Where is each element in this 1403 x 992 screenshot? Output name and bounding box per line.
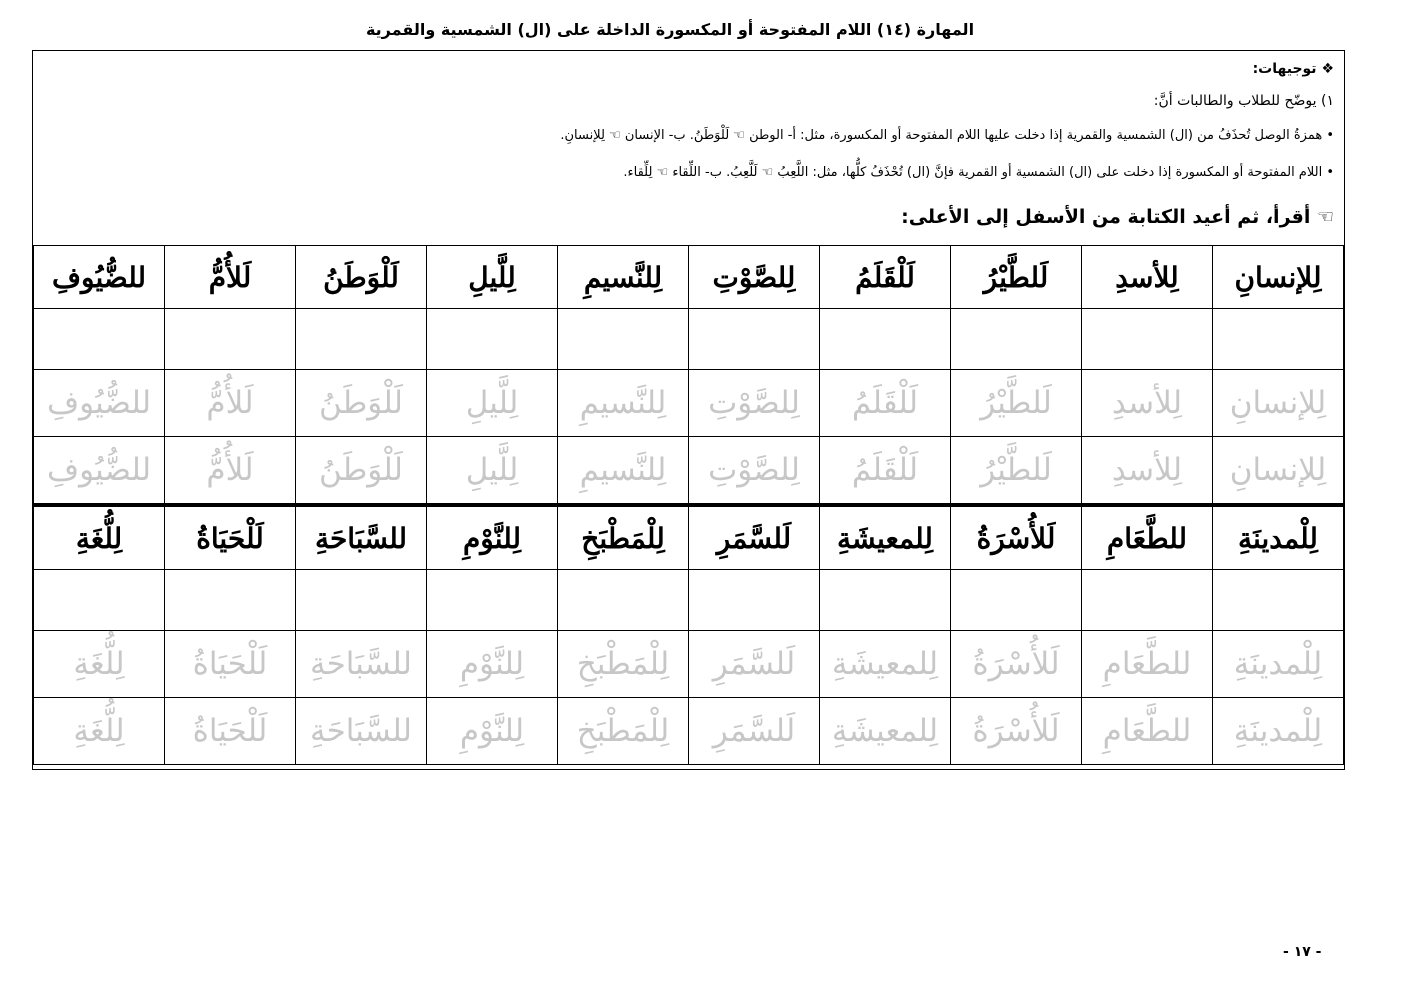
- trace-word-cell: للسَّبَاحَةِ: [296, 631, 427, 698]
- instructions-bullet-2: • اللام المفتوحة أو المكسورة إذا دخلت على (ال) الشمسية أو القمرية فإنَّ (ال) تُحْذَفُ كلُّها، مثل: اللَّعِبُ ☜ لَلَّعِبُ. ب- اللِّقاء ☜ لِلِّقاء.: [623, 165, 1334, 180]
- word-cell: لَلسَّمَرِ: [689, 505, 820, 570]
- trace-word-cell: لِلأسدِ: [1082, 370, 1213, 437]
- trace-word-cell: لَلسَّمَرِ: [689, 698, 820, 765]
- word-cell: لِلأسدِ: [1082, 246, 1213, 309]
- trace-word-cell: لَلْوَطَنُ: [296, 437, 427, 506]
- word-cell: لَلْحَيَاةُ: [165, 505, 296, 570]
- blank-writing-cell[interactable]: [427, 309, 558, 370]
- writing-table: [33, 245, 1344, 765]
- trace-word-cell: لِلنَّوْمِ: [427, 631, 558, 698]
- word-cell: لِلإنسانِ: [1213, 246, 1344, 309]
- trace-word-cell: لِلأسدِ: [1082, 437, 1213, 506]
- word-cell: لَلأُمُّ: [165, 246, 296, 309]
- table-row: [34, 309, 1344, 370]
- instructions-line: ١) يوضّح للطلاب والطالبات أنَّ:: [1153, 93, 1334, 109]
- trace-word-cell: لَلْوَطَنُ: [296, 370, 427, 437]
- blank-writing-cell[interactable]: [296, 309, 427, 370]
- blank-writing-cell[interactable]: [1213, 570, 1344, 631]
- word-cell: لِلنَّوْمِ: [427, 505, 558, 570]
- blank-writing-cell[interactable]: [689, 309, 820, 370]
- word-cell: لَلْوَطَنُ: [296, 246, 427, 309]
- blank-writing-cell[interactable]: [34, 570, 165, 631]
- worksheet-frame: [32, 50, 1345, 770]
- blank-writing-cell[interactable]: [1213, 309, 1344, 370]
- word-cell: للطَّعَامِ: [1082, 505, 1213, 570]
- blank-writing-cell[interactable]: [820, 309, 951, 370]
- blank-writing-cell[interactable]: [296, 570, 427, 631]
- word-cell: لِلمعيشَةِ: [820, 505, 951, 570]
- trace-word-cell: لَلأُسْرَةُ: [951, 698, 1082, 765]
- trace-word-cell: لَلْقَلَمُ: [820, 370, 951, 437]
- trace-word-cell: لَلأُمُّ: [165, 370, 296, 437]
- table-row: [34, 370, 1344, 437]
- trace-word-cell: للضُّيُوفِ: [34, 370, 165, 437]
- word-cell: لِلْمَطْبَخِ: [558, 505, 689, 570]
- trace-word-cell: لِلْمَطْبَخِ: [558, 631, 689, 698]
- trace-word-cell: لِلَّيلِ: [427, 370, 558, 437]
- trace-word-cell: لِلْمدينَةِ: [1213, 631, 1344, 698]
- trace-word-cell: لَلْحَيَاةُ: [165, 698, 296, 765]
- trace-word-cell: لَلسَّمَرِ: [689, 631, 820, 698]
- trace-word-cell: لَلْقَلَمُ: [820, 437, 951, 506]
- word-cell: لَلطَّيْرُ: [951, 246, 1082, 309]
- trace-word-cell: لِلمعيشَةِ: [820, 631, 951, 698]
- task-instruction: ☜ أقرأ، ثم أعيد الكتابة من الأسفل إلى الأعلى:: [901, 206, 1334, 228]
- instructions-bullet-1: • همزةُ الوصل تُحذَفُ من (ال) الشمسية والقمرية إذا دخلت عليها اللام المفتوحة أو المكسورة، مثل: أ- الوطن ☜ لَلْوَطَنُ. ب- الإنسان ☜ لِلإنسانِ.: [560, 128, 1334, 143]
- trace-word-cell: للسَّبَاحَةِ: [296, 698, 427, 765]
- trace-word-cell: لِلمعيشَةِ: [820, 698, 951, 765]
- table-row: [34, 698, 1344, 765]
- word-cell: لِلنَّسيمِ: [558, 246, 689, 309]
- instructions-heading: ❖ توجيهات:: [1252, 61, 1334, 77]
- blank-writing-cell[interactable]: [1082, 309, 1213, 370]
- trace-word-cell: لَلطَّيْرُ: [951, 437, 1082, 506]
- word-cell: لِلصَّوْتِ: [689, 246, 820, 309]
- word-cell: لِلَّيلِ: [427, 246, 558, 309]
- word-cell: لِلُّغَةِ: [34, 505, 165, 570]
- trace-word-cell: لِلإنسانِ: [1213, 370, 1344, 437]
- trace-word-cell: لِلنَّسيمِ: [558, 437, 689, 506]
- trace-word-cell: لَلْحَيَاةُ: [165, 631, 296, 698]
- trace-word-cell: لِلإنسانِ: [1213, 437, 1344, 506]
- blank-writing-cell[interactable]: [951, 570, 1082, 631]
- trace-word-cell: لَلأُمُّ: [165, 437, 296, 506]
- trace-word-cell: لِلُّغَةِ: [34, 631, 165, 698]
- blank-writing-cell[interactable]: [165, 570, 296, 631]
- instructions-section: [33, 51, 1344, 246]
- page-title: المهارة (١٤) اللام المفتوحة أو المكسورة الداخلة على (ال) الشمسية والقمرية: [365, 20, 975, 39]
- page-number: - ١٧ -: [1283, 944, 1322, 960]
- blank-writing-cell[interactable]: [820, 570, 951, 631]
- blank-writing-cell[interactable]: [165, 309, 296, 370]
- word-cell: لِلْمدينَةِ: [1213, 505, 1344, 570]
- blank-writing-cell[interactable]: [34, 309, 165, 370]
- trace-word-cell: للطَّعَامِ: [1082, 631, 1213, 698]
- trace-word-cell: لَلطَّيْرُ: [951, 370, 1082, 437]
- word-cell: لَلْقَلَمُ: [820, 246, 951, 309]
- blank-writing-cell[interactable]: [558, 570, 689, 631]
- table-row: [34, 570, 1344, 631]
- trace-word-cell: لِلْمدينَةِ: [1213, 698, 1344, 765]
- word-cell: للضُّيُوفِ: [34, 246, 165, 309]
- trace-word-cell: لِلْمَطْبَخِ: [558, 698, 689, 765]
- trace-word-cell: لِلصَّوْتِ: [689, 370, 820, 437]
- table-row: [34, 631, 1344, 698]
- blank-writing-cell[interactable]: [1082, 570, 1213, 631]
- trace-word-cell: للضُّيُوفِ: [34, 437, 165, 506]
- trace-word-cell: للطَّعَامِ: [1082, 698, 1213, 765]
- trace-word-cell: لِلصَّوْتِ: [689, 437, 820, 506]
- table-row: [34, 437, 1344, 506]
- table-row: [34, 246, 1344, 309]
- blank-writing-cell[interactable]: [427, 570, 558, 631]
- trace-word-cell: لَلأُسْرَةُ: [951, 631, 1082, 698]
- blank-writing-cell[interactable]: [689, 570, 820, 631]
- blank-writing-cell[interactable]: [951, 309, 1082, 370]
- trace-word-cell: لِلُّغَةِ: [34, 698, 165, 765]
- word-cell: لَلأُسْرَةُ: [951, 505, 1082, 570]
- blank-writing-cell[interactable]: [558, 309, 689, 370]
- word-cell: للسَّبَاحَةِ: [296, 505, 427, 570]
- table-row: [34, 505, 1344, 570]
- trace-word-cell: لِلنَّسيمِ: [558, 370, 689, 437]
- trace-word-cell: لِلَّيلِ: [427, 437, 558, 506]
- trace-word-cell: لِلنَّوْمِ: [427, 698, 558, 765]
